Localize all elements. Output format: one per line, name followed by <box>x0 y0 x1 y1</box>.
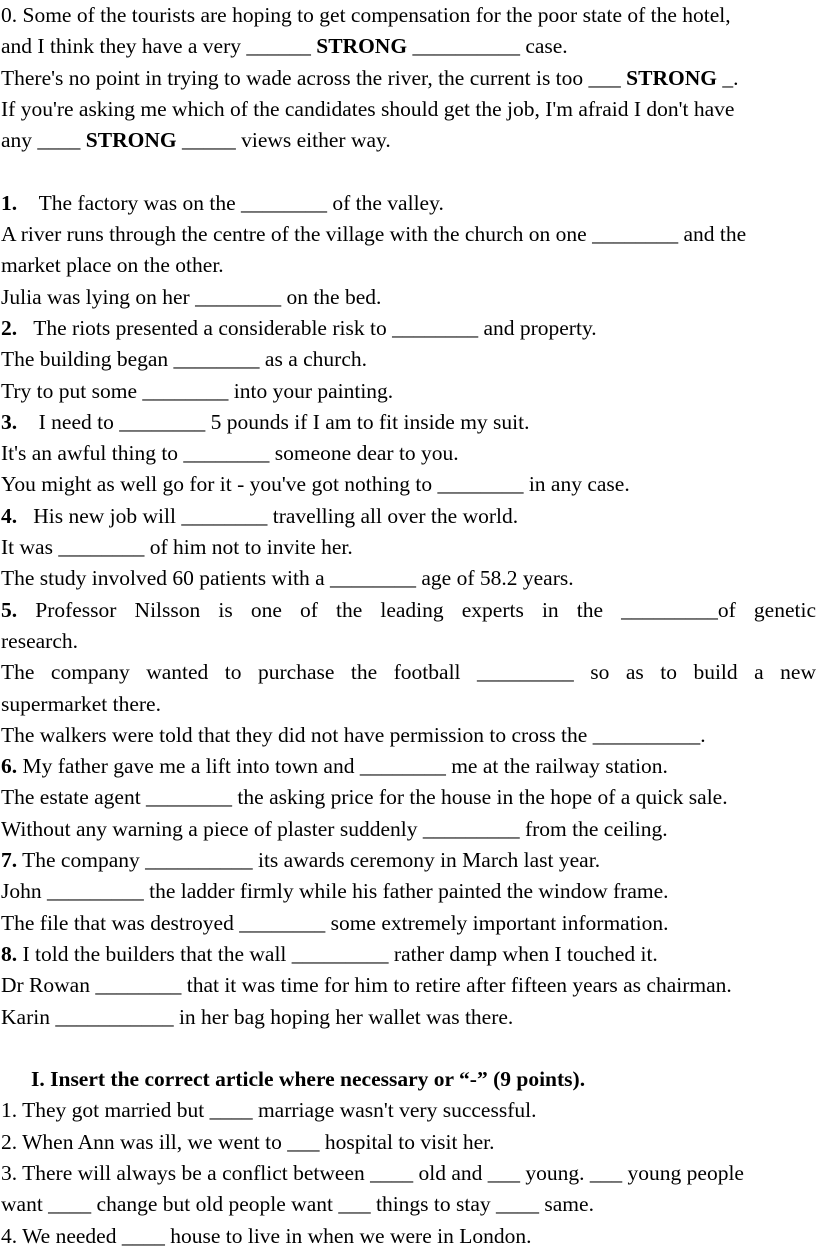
question-number: 6. <box>1 754 18 779</box>
question-number: 4. <box>1 503 18 528</box>
question-7-c: The file that was destroyed ________ some extremely important information. <box>1 910 669 935</box>
example-line-5-start: any ____ <box>1 128 86 153</box>
question-2-c: Try to put some ________ into your painting. <box>1 378 394 403</box>
question-1-b-line-1: A river runs through the centre of the village with the church on one ________ and the <box>1 222 747 247</box>
example-line-4: If you're asking me which of the candidates should get the job, I'm afraid I don't have <box>1 96 735 121</box>
question-3-c: You might as well go for it - you've got nothing to ________ in any case. <box>1 472 630 497</box>
blank-line <box>1 1033 816 1064</box>
question-number: 5. <box>1 597 18 622</box>
question-text: Professor Nilsson is one of the leading experts in the _________of genetic <box>35 597 816 622</box>
example-line-2 <box>1 31 816 62</box>
blank-line <box>1 156 816 187</box>
example-line-2-start: and I think they have a very ______ <box>1 34 317 59</box>
question-number: 3. <box>1 409 18 434</box>
example-line-3 <box>1 63 816 94</box>
question-6-a <box>1 751 816 782</box>
keyword-strong: STRONG <box>626 65 717 90</box>
question-number: 7. <box>1 848 18 873</box>
question-1-a <box>1 188 816 219</box>
article-sentence-4: 4. We needed ____ house to live in when we were in London. <box>1 1223 532 1248</box>
example-line-1: 0. Some of the tourists are hoping to get compensation for the poor state of the hotel, <box>1 3 731 27</box>
example-line-5-end: _____ views either way. <box>176 128 391 153</box>
question-3-a <box>1 407 816 438</box>
question-text: The company __________ its awards ceremony in March last year. <box>22 848 601 873</box>
question-5-a-line-2: research. <box>1 628 78 653</box>
question-2-a <box>1 313 816 344</box>
article-sentence-1: 1. They got married but ____ marriage wasn't very successful. <box>1 1098 537 1123</box>
keyword-strong: STRONG <box>316 34 408 59</box>
question-number: 1. <box>1 190 18 215</box>
question-4-c: The study involved 60 patients with a ________ age of 58.2 years. <box>1 566 574 591</box>
example-line-2-end: __________ case. <box>407 34 568 59</box>
question-6-b: The estate agent ________ the asking price for the house in the hope of a quick sale. <box>1 785 728 810</box>
question-text: I need to ________ 5 pounds if I am to fit inside my suit. <box>38 409 530 434</box>
question-8-b: Dr Rowan ________ that it was time for him to retire after fifteen years as chairman. <box>1 973 732 998</box>
article-sentence-3-line-2: want ____ change but old people want ___ things to stay ____ same. <box>1 1192 594 1217</box>
question-1-b-line-2: market place on the other. <box>1 253 224 278</box>
question-2-b: The building began ________ as a church. <box>1 347 368 372</box>
question-text: The factory was on the ________ of the valley. <box>38 190 444 215</box>
question-5-a-line-1 <box>1 595 816 626</box>
question-5-c: The walkers were told that they did not have permission to cross the __________. <box>1 722 706 747</box>
keyword-strong: STRONG <box>85 128 177 153</box>
question-text: I told the builders that the wall _________ rather damp when I touched it. <box>22 941 658 966</box>
question-text: The riots presented a considerable risk to ________ and property. <box>33 315 597 340</box>
example-line-3-end: _. <box>716 65 739 90</box>
question-text: My father gave me a lift into town and ________ me at the railway station. <box>22 754 668 779</box>
question-5-b-line-1: The company wanted to purchase the football _________ so as to build a new <box>1 660 816 685</box>
question-text: His new job will ________ travelling all over the world. <box>33 503 519 528</box>
question-4-a <box>1 501 816 532</box>
question-5-b-line-2: supermarket there. <box>1 691 161 716</box>
article-sentence-3-line-1: 3. There will always be a conflict between ____ old and ___ young. ___ young people <box>1 1160 744 1185</box>
question-7-b: John _________ the ladder firmly while his father painted the window frame. <box>1 879 669 904</box>
question-number: 2. <box>1 315 18 340</box>
question-3-b: It's an awful thing to ________ someone dear to you. <box>1 441 459 466</box>
question-7-a <box>1 845 816 876</box>
section-title: I. Insert the correct article where necessary or “-” (9 points). <box>31 1067 586 1092</box>
question-number: 8. <box>1 941 18 966</box>
question-8-a <box>1 939 816 970</box>
question-6-c: Without any warning a piece of plaster suddenly _________ from the ceiling. <box>1 816 668 841</box>
article-sentence-2: 2. When Ann was ill, we went to ___ hospital to visit her. <box>1 1129 495 1154</box>
example-line-5 <box>1 125 816 156</box>
question-8-c: Karin ___________ in her bag hoping her wallet was there. <box>1 1004 514 1029</box>
example-line-3-start: There's no point in trying to wade across the river, the current is too ___ <box>1 65 627 90</box>
question-1-c: Julia was lying on her ________ on the bed. <box>1 284 382 309</box>
question-4-b: It was ________ of him not to invite her. <box>1 535 353 560</box>
